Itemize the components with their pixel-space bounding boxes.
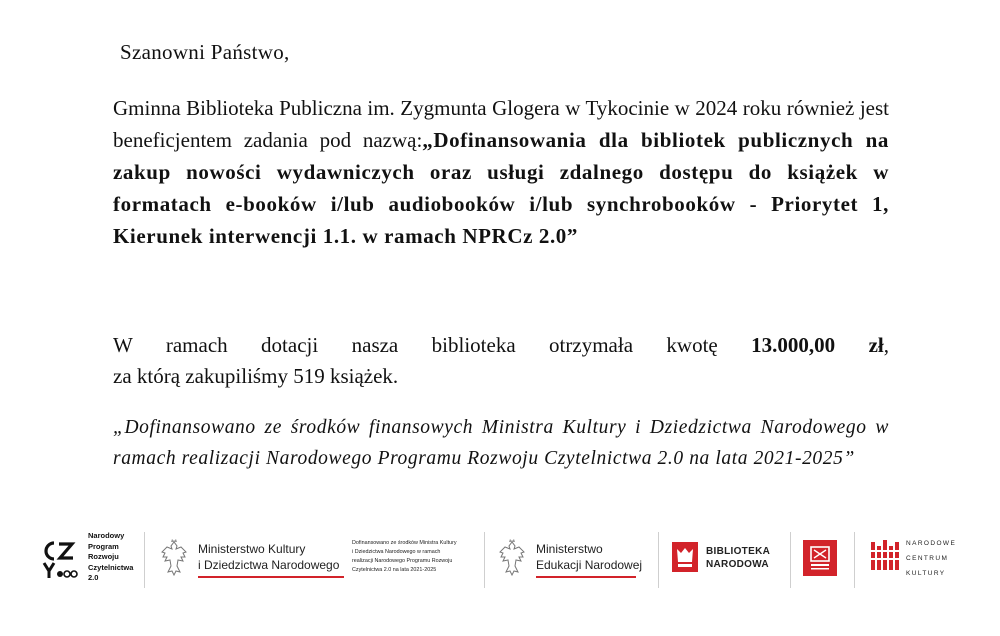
bn-emblem-icon [672, 542, 698, 572]
nprcz-mark-icon [42, 540, 78, 580]
men-logo [496, 528, 646, 592]
nck-logo [870, 528, 980, 592]
eagle-emblem-icon [498, 538, 526, 578]
nck-name-line: KULTURY [906, 570, 946, 577]
nck-grid-icon [870, 538, 900, 574]
grant-amount: 13.000,00 zł [751, 333, 884, 357]
nprcz-logo [42, 528, 132, 592]
nprcz-line: 2.0 [88, 573, 99, 582]
nprcz-line: Rozwoju [88, 552, 119, 561]
divider [790, 532, 791, 588]
sponsor-logos-strip [40, 528, 980, 592]
announcement-intro: Gminna Biblioteka Publiczna im. Zygmunta Glogera w Tykocinie w 2024 roku również jest beneficjentem zadania pod nazwą: [113, 96, 889, 152]
dof-line: Dofinansowano ze środków Ministra Kultury [352, 540, 457, 546]
nprcz-line: Czytelnictwa [88, 562, 134, 572]
mkidn-name-line: i Dziedzictwa Narodowego [198, 558, 340, 572]
dof-line: realizacji Narodowego Programu Rozwoju [352, 558, 453, 564]
nprcz-line: Program [88, 541, 119, 551]
dofinansowano-note-small [350, 528, 480, 592]
nprcz-line: Narodowy [88, 531, 125, 540]
biblioteka-narodowa-logo [672, 528, 792, 592]
divider [854, 532, 855, 588]
czytam-logo [803, 528, 839, 592]
grant-amount-suffix: , [883, 333, 889, 357]
dof-line: i Dziedzictwa Narodowego w ramach [352, 549, 441, 555]
grant-amount-prefix: W ramach dotacji nasza biblioteka otrzymała kwotę [113, 333, 752, 357]
mkidn-logo [158, 528, 348, 592]
mkidn-name-line: Ministerstwo Kultury [198, 542, 306, 556]
divider [658, 532, 659, 588]
eagle-emblem-icon [160, 538, 188, 578]
grant-amount-line [113, 330, 889, 361]
divider [484, 532, 485, 588]
funding-note: „Dofinansowano ze środków finansowych Ministra Kultury i Dziedzictwa Narodowego w ramach realizacji Narodowego Programu Rozwoju Czytelnictwa 2.0 na lata 2021-2025” [113, 417, 889, 469]
men-red-bar [536, 576, 636, 578]
task-name: „Dofinansowania dla bibliotek publicznych na zakup nowości wydawniczych oraz usługi zdalnego dostępu do książek w formatach e-booków i/lub audiobooków i/lub synchrobooków - Priorytet 1, Kierunek interwencji 1.1. w ramach NPRCz 2.0” [113, 128, 890, 248]
grant-amount-paragraph [113, 330, 889, 392]
books-purchased-line: za którą zakupiliśmy 519 książek. [113, 364, 399, 388]
men-name-line: Ministerstwo [536, 542, 603, 556]
nck-name-line: NARODOWE [906, 540, 957, 547]
book-emblem-icon [803, 540, 837, 576]
divider [144, 532, 145, 588]
greeting: Szanowni Państwo, [120, 40, 290, 64]
mkidn-red-bar [198, 576, 344, 578]
nck-name-line: CENTRUM [906, 555, 949, 562]
bn-name-line: NARODOWA [706, 559, 769, 570]
men-name-line: Edukacji Narodowej [536, 558, 643, 572]
bn-name-line: BIBLIOTEKA [706, 546, 771, 557]
announcement-paragraph [113, 92, 889, 252]
dof-line: Czytelnictwa 2.0 na lata 2021-2025 [352, 567, 437, 573]
